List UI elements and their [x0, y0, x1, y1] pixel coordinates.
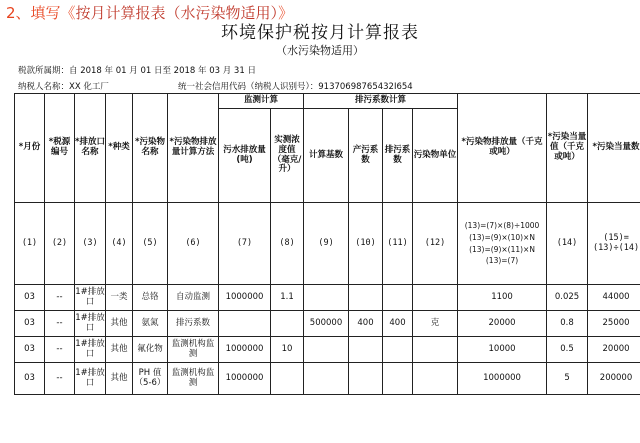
- heading-suffix: 》: [278, 4, 294, 22]
- index-cell: (14): [547, 203, 588, 285]
- cell-pollutant: PH 值（5-6）: [133, 363, 168, 395]
- cell-base: [304, 285, 349, 311]
- cell-sewage: 1000000: [219, 363, 271, 395]
- cell-unit: [413, 337, 458, 363]
- cell-yield: [349, 337, 383, 363]
- cell-sewage: 1000000: [219, 337, 271, 363]
- heading-emphasis: 按月计算报表（水污染物适用）: [75, 4, 279, 22]
- cell-source: --: [45, 311, 75, 337]
- cell-discharge: [383, 337, 413, 363]
- cell-kind: 一类: [106, 285, 133, 311]
- cell-method: 排污系数: [168, 311, 219, 337]
- cell-outlet: 1#排放口: [75, 285, 106, 311]
- cell-pollutant: 氨氮: [133, 311, 168, 337]
- cell-method: 监测机构监测: [168, 337, 219, 363]
- header-method: *污染物排放量计算方法: [168, 94, 219, 203]
- index-row: [15, 203, 640, 285]
- header-month: *月份: [15, 94, 45, 203]
- cell-outlet: 1#排放口: [75, 363, 106, 395]
- cell-amount: 10000: [458, 337, 547, 363]
- index-cell: (1): [15, 203, 45, 285]
- cell-source: --: [45, 337, 75, 363]
- formula-line: (13)=(7): [485, 256, 519, 266]
- cell-month: 03: [15, 363, 45, 395]
- tax-period: 税款所属期：自 2018 年 01 月 01 日至 2018 年 03 月 31 日: [18, 66, 256, 76]
- cell-yield: [349, 363, 383, 395]
- cell-outlet: 1#排放口: [75, 337, 106, 363]
- header-discharge: 排污系数: [383, 109, 413, 203]
- header-coeff: 排污系数计算: [304, 94, 458, 109]
- cell-amount: 20000: [458, 311, 547, 337]
- formula-line: (13)=(9)×(11)×N: [469, 244, 535, 254]
- cell-concentration: [271, 311, 304, 337]
- header-amount: *污染物排放量（千克或吨）: [458, 94, 547, 203]
- cell-sewage: [219, 311, 271, 337]
- cell-concentration: [271, 363, 304, 395]
- cell-unit: [413, 285, 458, 311]
- cell-concentration: 10: [271, 337, 304, 363]
- index-cell: (7): [219, 203, 271, 285]
- cell-equiv-value: 0.025: [547, 285, 588, 311]
- cell-kind: 其他: [106, 363, 133, 395]
- index-cell: (12): [413, 203, 458, 285]
- cell-pollutant: 氟化物: [133, 337, 168, 363]
- cell-unit: [413, 363, 458, 395]
- index-cell: (10): [349, 203, 383, 285]
- header-sewage: 污水排放量(吨): [219, 109, 271, 203]
- index-cell: (9): [304, 203, 349, 285]
- cell-amount: 1100: [458, 285, 547, 311]
- cell-kind: 其他: [106, 311, 133, 337]
- table-row: [15, 337, 640, 363]
- formula-line: (13)=(7)×(8)÷1000: [464, 221, 540, 231]
- cell-amount: 1000000: [458, 363, 547, 395]
- cell-yield: [349, 285, 383, 311]
- cell-source: --: [45, 285, 75, 311]
- cell-equiv-count: 25000: [588, 311, 640, 337]
- cell-month: 03: [15, 285, 45, 311]
- cell-method: 自动监测: [168, 285, 219, 311]
- heading-prefix: 2、填写《: [6, 4, 76, 22]
- cell-equiv-value: 0.5: [547, 337, 588, 363]
- taxpayer-name: 纳税人名称：XX 化工厂: [18, 82, 109, 92]
- table-row: [15, 311, 640, 337]
- cell-equiv-value: 0.8: [547, 311, 588, 337]
- cell-discharge: [383, 285, 413, 311]
- header-equiv-value: *污染当量值（千克或吨）: [547, 94, 588, 203]
- calculation-table: [14, 93, 640, 395]
- cell-discharge: 400: [383, 311, 413, 337]
- cell-equiv-count: 200000: [588, 363, 640, 395]
- cell-unit: 克: [413, 311, 458, 337]
- cell-pollutant: 总铬: [133, 285, 168, 311]
- index-cell: (3): [75, 203, 106, 285]
- cell-equiv-value: 5: [547, 363, 588, 395]
- cell-source: --: [45, 363, 75, 395]
- cell-sewage: 1000000: [219, 285, 271, 311]
- index-cell: (4): [106, 203, 133, 285]
- header-source: *税源编号: [45, 94, 75, 203]
- index-cell: (8): [271, 203, 304, 285]
- cell-base: [304, 363, 349, 395]
- credit-code: 统一社会信用代码（纳税人识别号）：91370698765432I654: [178, 82, 413, 92]
- index-cell: (5): [133, 203, 168, 285]
- cell-yield: 400: [349, 311, 383, 337]
- taxpayer-info: [18, 80, 413, 92]
- cell-month: 03: [15, 337, 45, 363]
- formula-line: (13)=(9)×(10)×N: [469, 232, 535, 242]
- cell-discharge: [383, 363, 413, 395]
- header-pollutant: *污染物名称: [133, 94, 168, 203]
- header-kind: *种类: [106, 94, 133, 203]
- cell-concentration: 1.1: [271, 285, 304, 311]
- header-unit: 污染物单位: [413, 109, 458, 203]
- table-row: [15, 285, 640, 311]
- cell-base: [304, 337, 349, 363]
- header-concentration: 实测浓度值（毫克/升）: [271, 109, 304, 203]
- cell-outlet: 1#排放口: [75, 311, 106, 337]
- index-cell: (15)=(13)÷(14): [588, 203, 640, 285]
- index-cell: (6): [168, 203, 219, 285]
- report-title: 环境保护税按月计算报表: [221, 23, 419, 43]
- cell-equiv-count: 20000: [588, 337, 640, 363]
- cell-method: 监测机构监测: [168, 363, 219, 395]
- cell-kind: 其他: [106, 337, 133, 363]
- header-monitor: 监测计算: [219, 94, 304, 109]
- header-outlet: *排放口名称: [75, 94, 106, 203]
- formula-cell: [458, 203, 547, 285]
- cell-base: 500000: [304, 311, 349, 337]
- report-subtitle: （水污染物适用）: [276, 44, 364, 57]
- header-yield: 产污系数: [349, 109, 383, 203]
- index-cell: (11): [383, 203, 413, 285]
- table-row: [15, 363, 640, 395]
- header-equiv-count: *污染当量数: [588, 94, 640, 203]
- index-cell: (2): [45, 203, 75, 285]
- cell-equiv-count: 44000: [588, 285, 640, 311]
- header-base: 计算基数: [304, 109, 349, 203]
- cell-month: 03: [15, 311, 45, 337]
